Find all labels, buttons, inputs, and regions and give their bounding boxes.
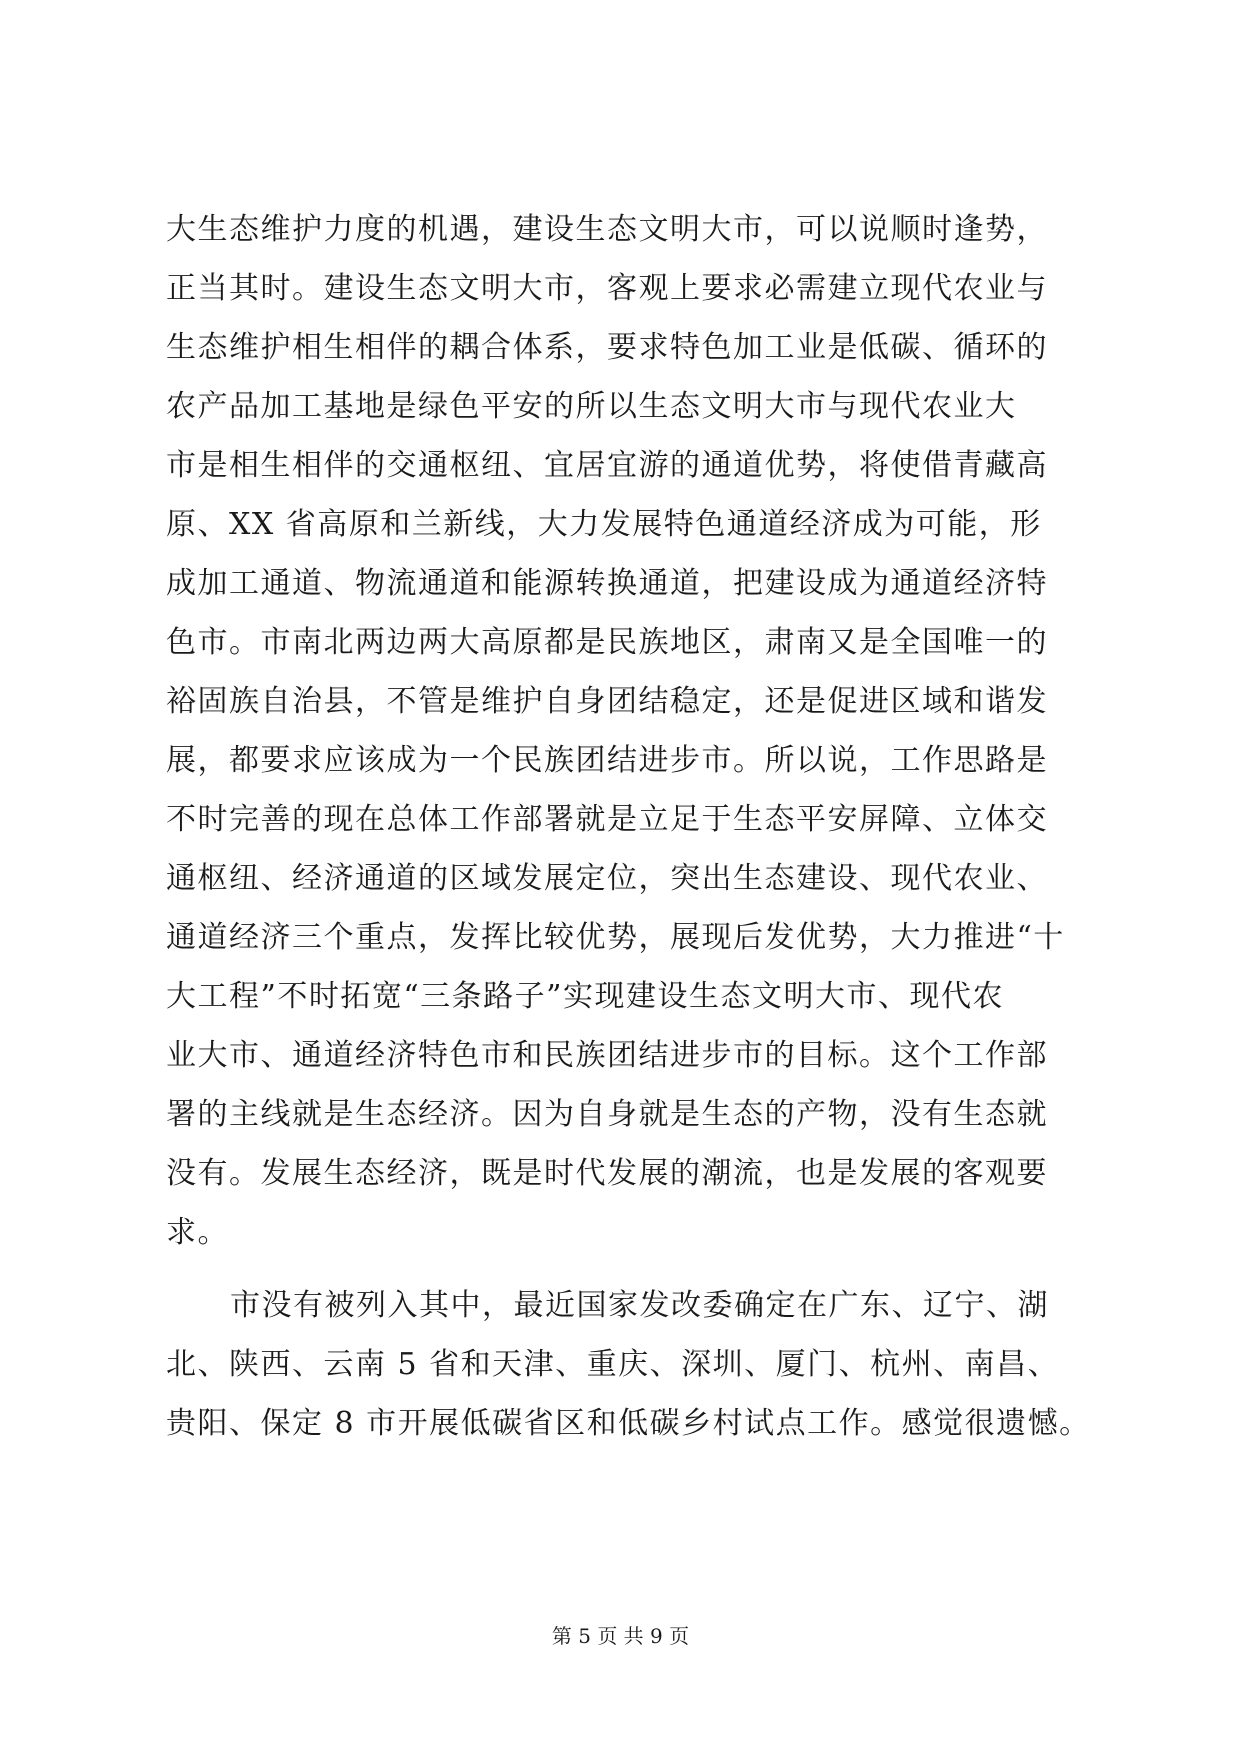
- text-line: 裕固族自治县，不管是维护自身团结稳定，还是促进区域和谐发: [166, 684, 1048, 719]
- paragraph-1: [166, 200, 1086, 1262]
- text-line: 色市。市南北两边两大高原都是民族地区，肃南又是全国唯一的: [166, 625, 1048, 660]
- page-number-footer: 第 5 页 共 9 页: [551, 1624, 690, 1648]
- text-line: 贵阳、保定 8 市开展低碳省区和低碳乡村试点工作。感觉很遗憾。: [166, 1406, 1091, 1441]
- text-line: 通枢纽、经济通道的区域发展定位，突出生态建设、现代农业、: [166, 861, 1048, 896]
- paragraph-2: [166, 1276, 1091, 1453]
- text-line: 大工程”不时拓宽“三条路子”实现建设生态文明大市、现代农: [166, 979, 1005, 1014]
- text-line: 农产品加工基地是绿色平安的所以生态文明大市与现代农业大: [166, 389, 1017, 424]
- text-line: 正当其时。建设生态文明大市，客观上要求必需建立现代农业与: [166, 271, 1048, 306]
- text-line: 不时完善的现在总体工作部署就是立足于生态平安屏障、立体交: [166, 802, 1048, 837]
- text-line: 通道经济三个重点，发挥比较优势，展现后发优势，大力推进“十: [166, 920, 1065, 955]
- text-line: 市是相生相伴的交通枢纽、宜居宜游的通道优势，将使借青藏高: [166, 448, 1048, 483]
- text-line: 原、XX 省高原和兰新线，大力发展特色通道经济成为可能，形: [166, 507, 1042, 542]
- document-body: [166, 200, 1091, 1453]
- text-line: 业大市、通道经济特色市和民族团结进步市的目标。这个工作部: [166, 1038, 1048, 1073]
- text-line: 没有。发展生态经济，既是时代发展的潮流，也是发展的客观要: [166, 1156, 1048, 1191]
- text-line: 大生态维护力度的机遇，建设生态文明大市，可以说顺时逢势，: [166, 212, 1048, 247]
- text-line: 成加工通道、物流通道和能源转换通道，把建设成为通道经济特: [166, 566, 1048, 601]
- text-line: 市没有被列入其中，最近国家发改委确定在广东、辽宁、湖: [230, 1288, 1049, 1323]
- text-line: 展，都要求应该成为一个民族团结进步市。所以说，工作思路是: [166, 743, 1048, 778]
- text-line: 署的主线就是生态经济。因为自身就是生态的产物，没有生态就: [166, 1097, 1048, 1132]
- text-line: 生态维护相生相伴的耦合体系，要求特色加工业是低碳、循环的: [166, 330, 1048, 365]
- text-line: 北、陕西、云南 5 省和天津、重庆、深圳、厦门、杭州、南昌、: [166, 1347, 1060, 1382]
- text-line: 求。: [166, 1215, 229, 1250]
